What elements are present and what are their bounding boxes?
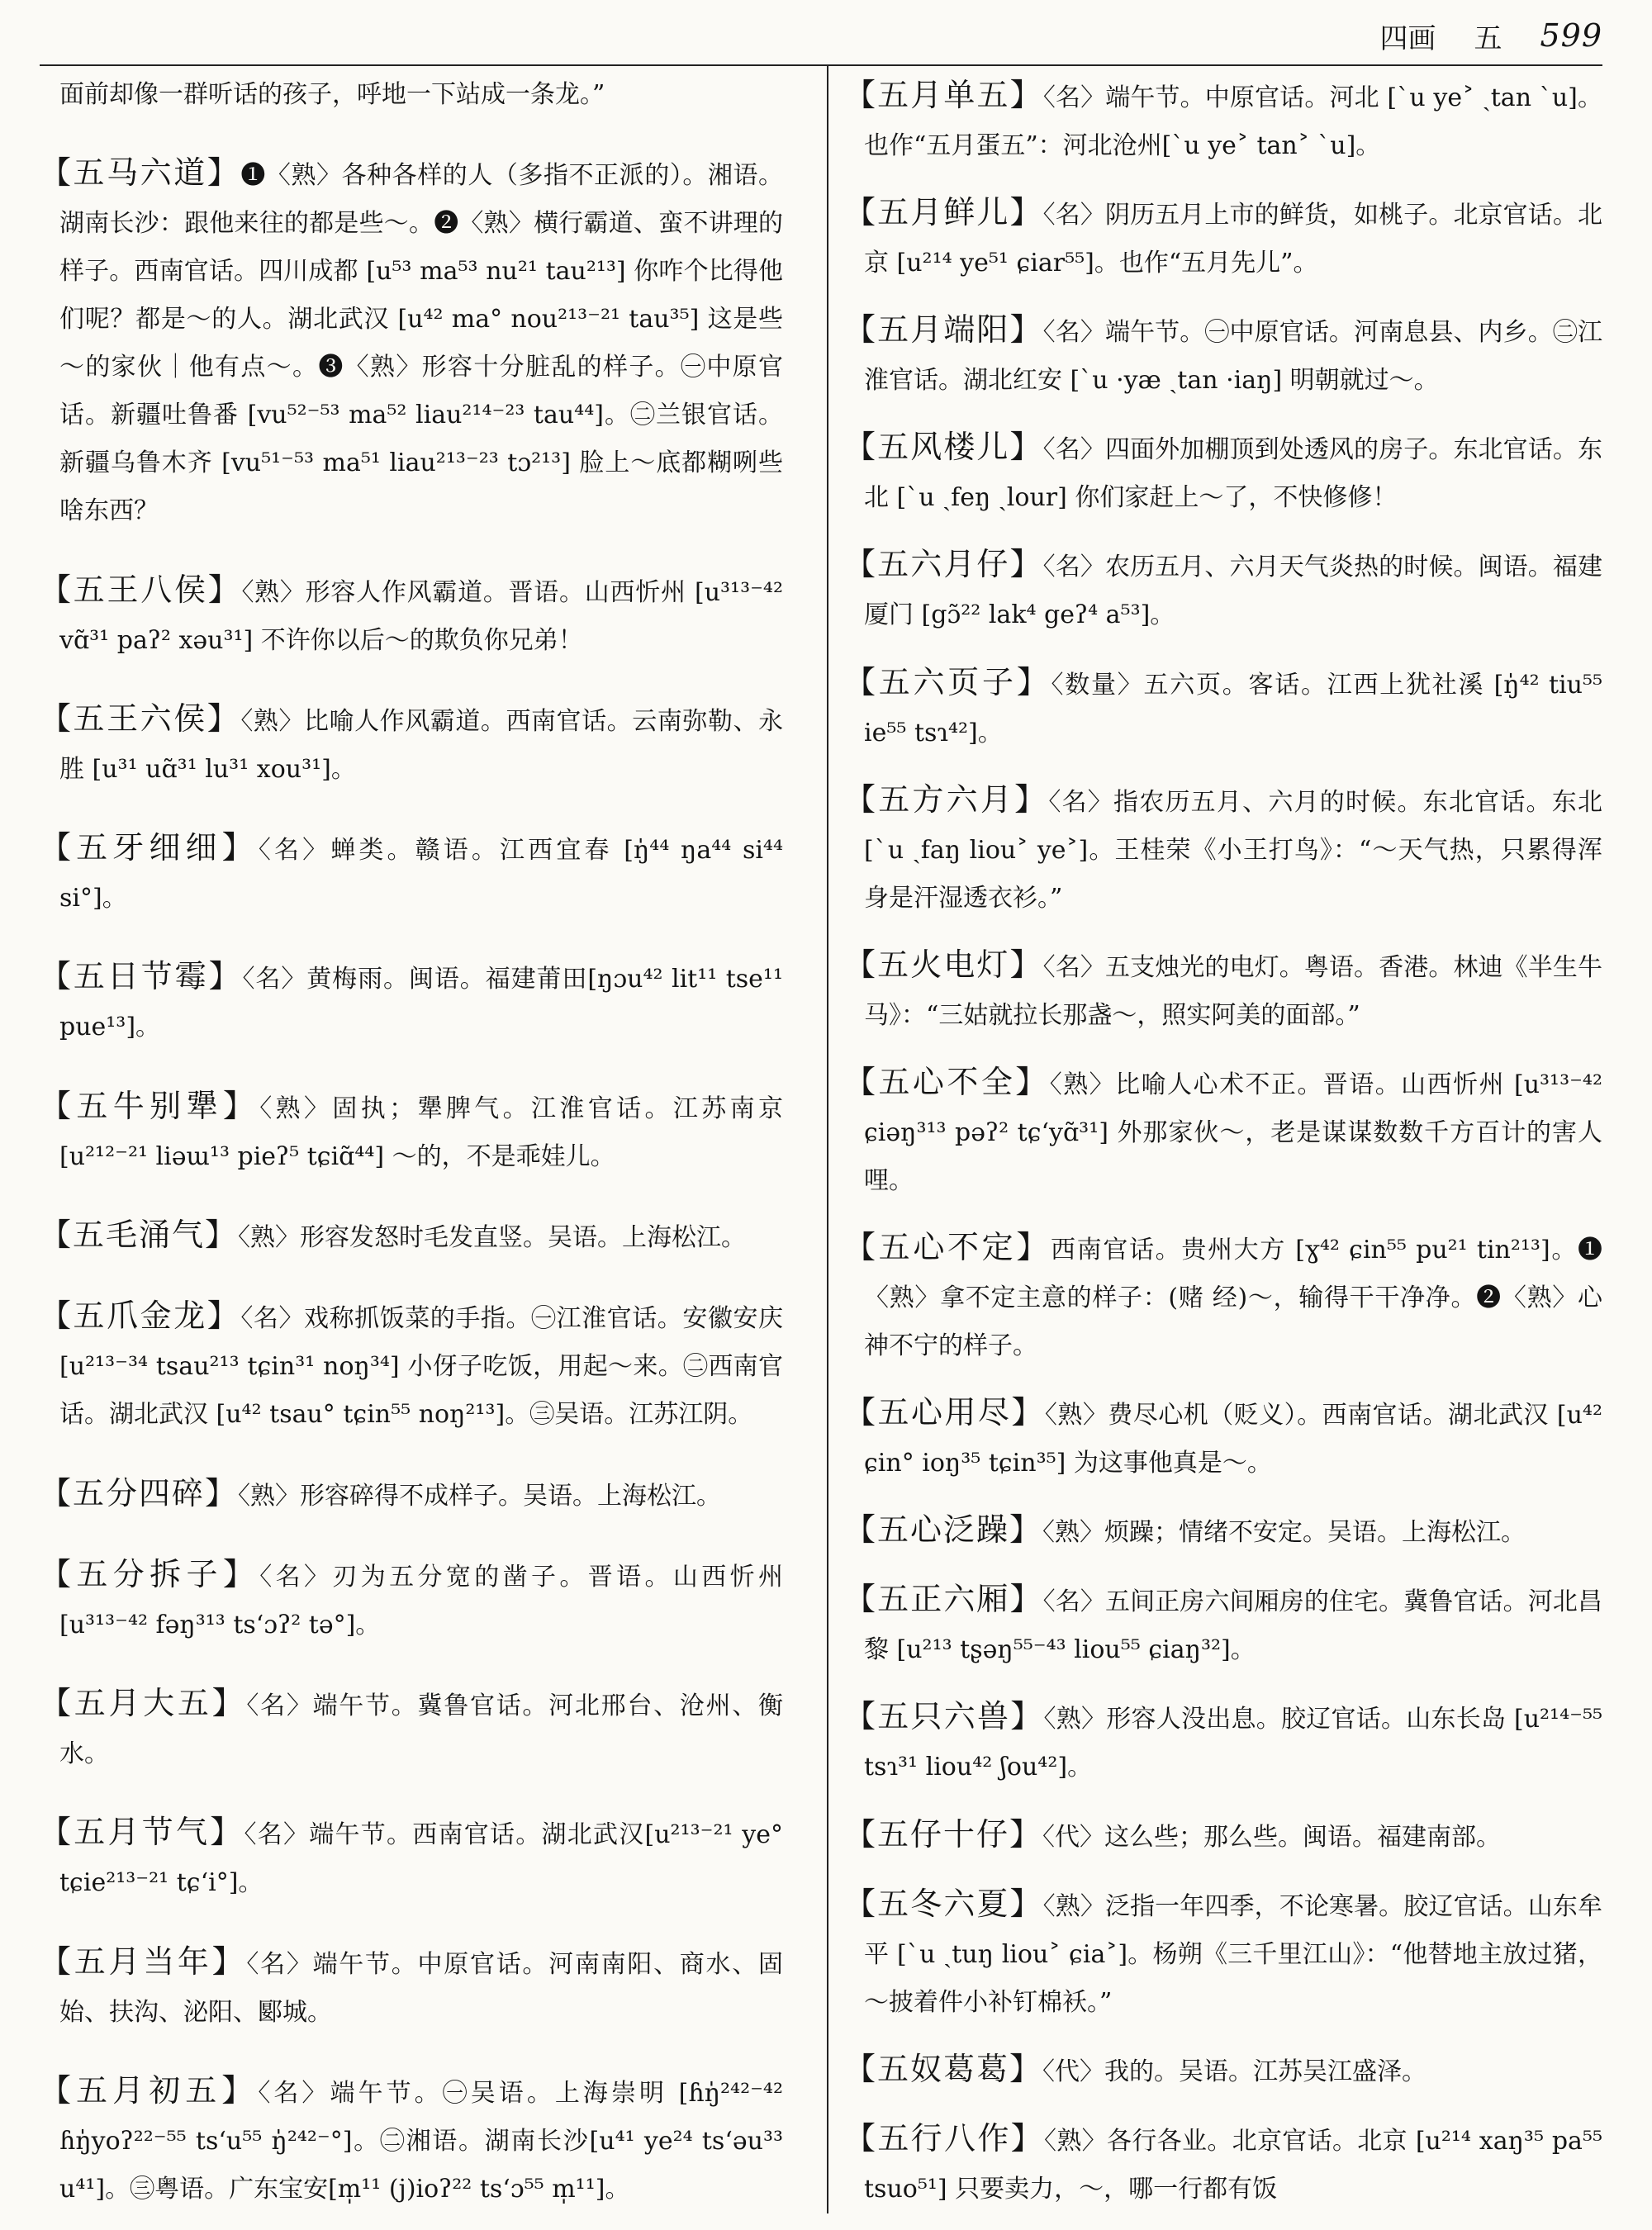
entry-definition: 〈名〉指农历五月、六月的时候。东北官话。东北 [ˋu ˏfaŋ liou˃ ye˃]。王桂荣《小王打鸟》：“～天气热，只累得浑身是汗湿透衣衫。” — [864, 787, 1602, 913]
dictionary-entry — [844, 1223, 1602, 1370]
entry-headword: 【五冬六夏】 — [844, 1885, 1043, 1922]
entry-definition: 〈熟〉比喻人心术不正。晋语。山西忻州 [u³¹³⁻⁴² ɕiəŋ³¹³ pəʔ² tɕʻyɑ̃³¹] 外那家伙～，老是谋谋数数千方百计的害人哩。 — [864, 1070, 1602, 1195]
entry-headword: 【五日节霉】 — [40, 958, 243, 995]
entry-headword: 【五仔十仔】 — [844, 1815, 1043, 1853]
entry-definition: 〈名〉端午节。中原官话。河北 [ˋu ye˃ ˏtan ˋu]。也作“五月蛋五”：河北沧州[ˋu ye˃ tan˃ ˋu]。 — [864, 83, 1602, 160]
dictionary-entry — [844, 941, 1602, 1040]
entry-headword: 【五心不定】 — [844, 1228, 1051, 1265]
entry-definition: 〈代〉我的。吴语。江苏吴江盛泽。 — [1042, 2057, 1427, 2086]
dictionary-entry — [844, 423, 1602, 522]
entry-headword: 【五王八侯】 — [40, 571, 242, 608]
dictionary-entry — [40, 1808, 783, 1907]
entry-definition: 西南官话。贵州大方 [ɣ⁴² ɕin⁵⁵ pu²¹ tin²¹³]。❶〈熟〉拿不定主意的样子：(赌 经)～，输得干干净净。❷〈熟〉心神不宁的样子。 — [864, 1235, 1602, 1360]
running-header — [826, 15, 1602, 56]
dictionary-entry — [40, 1469, 783, 1521]
entry-headword: 【五正六厢】 — [844, 1581, 1043, 1618]
entry-headword: 【五只六兽】 — [844, 1698, 1044, 1735]
left-column — [40, 71, 783, 2213]
dictionary-entry — [844, 1810, 1602, 1862]
entry-definition: 〈熟〉各行各业。北京官话。北京 [u²¹⁴ xaŋ³⁵ pa⁵⁵ tsuo⁵¹] 只要卖力，～，哪一行都有饭 — [864, 2126, 1602, 2204]
entry-headword: 【五行八作】 — [844, 2119, 1044, 2156]
entry-headword: 【五分四碎】 — [40, 1474, 239, 1511]
entry-headword: 【五王六侯】 — [40, 700, 241, 737]
entry-definition: 〈数量〉五六页。客话。江西上犹社溪 [ŋ̍⁴² tiu⁵⁵ ie⁵⁵ tsɿ⁴²]。 — [864, 670, 1602, 747]
dictionary-entry — [844, 306, 1602, 405]
entry-definition: 面前却像一群听话的孩子，呼地一下站成一条龙。” — [59, 80, 605, 109]
dictionary-entry — [844, 1575, 1602, 1674]
dictionary-entry — [844, 2114, 1602, 2213]
dictionary-entry — [844, 1058, 1602, 1205]
dictionary-entry — [844, 2045, 1602, 2096]
dictionary-entry — [40, 149, 783, 535]
dictionary-entry — [40, 1938, 783, 2037]
dictionary-entry — [40, 2066, 783, 2213]
entry-definition: 〈名〉端午节。㊀吴语。上海崇明 [ɦŋ̍²⁴²⁻⁴² ɦŋ̍yoʔ²²⁻⁵⁵ tsʻu⁵⁵ ŋ̍²⁴²⁻°]。㊁湘语。湖南长沙[u⁴¹ ye²⁴ tsʻəu³³ u⁴¹]。㊂粤语。广东宝安[m̩¹¹ (j)ioʔ²² tsʻɔ⁵⁵ m̩¹¹]。 — [59, 2078, 783, 2204]
entry-definition: 〈熟〉固执；犟脾气。江淮官话。江苏南京 [u²¹²⁻²¹ liəɯ¹³ pieʔ⁵ tɕiɑ̃⁴⁴] ～的，不是乖娃儿。 — [59, 1094, 783, 1171]
entry-headword: 【五爪金龙】 — [40, 1298, 241, 1335]
entry-definition: 〈名〉端午节。西南官话。湖北武汉[u²¹³⁻²¹ ye° tɕie²¹³⁻²¹ tɕʻi°]。 — [59, 1820, 783, 1898]
entry-headword: 【五月鲜儿】 — [844, 194, 1043, 231]
entry-headword: 【五月节气】 — [40, 1814, 244, 1851]
entry-headword: 【五心不全】 — [844, 1063, 1050, 1100]
entry-headword: 【五毛涌气】 — [40, 1216, 239, 1253]
entry-definition: 〈名〉端午节。㊀中原官话。河南息县、内乡。㊁江淮官话。湖北红安 [ˋu ·yæ ˏtan ·iaŋ] 明朝就过～。 — [864, 318, 1602, 396]
dictionary-entry — [40, 1550, 783, 1649]
dictionary-entry — [844, 776, 1602, 923]
entry-definition: 〈名〉农历五月、六月天气炎热的时候。闽语。福建厦门 [gɔ̃²² lak⁴ geʔ⁴ a⁵³]。 — [864, 553, 1602, 630]
entry-definition: 〈熟〉比喻人作风霸道。西南官话。云南弥勒、永胜 [u³¹ uɑ̃³¹ lu³¹ xou³¹]。 — [59, 706, 783, 784]
entry-headword: 【五分拆子】 — [40, 1555, 260, 1592]
entry-definition: 〈熟〉形容人作风霸道。晋语。山西忻州 [u³¹³⁻⁴² vɑ̃³¹ paʔ² xəu³¹] 不许你以后～的欺负你兄弟！ — [59, 577, 783, 655]
entry-headword: 【五心泛躁】 — [844, 1511, 1043, 1549]
dictionary-entry — [844, 188, 1602, 287]
entry-definition: 〈名〉刃为五分宽的凿子。晋语。山西忻州 [u³¹³⁻⁴² fəŋ³¹³ tsʻɔʔ² tə°]。 — [59, 1562, 783, 1639]
dictionary-entry — [844, 1506, 1602, 1557]
entry-headword: 【五月单五】 — [844, 77, 1043, 113]
entry-headword: 【五马六道】 — [40, 154, 241, 192]
page-number: 599 — [1540, 17, 1602, 54]
entry-headword: 【五奴葛葛】 — [844, 2050, 1043, 2087]
dictionary-entry — [40, 695, 783, 794]
dictionary-entry — [844, 540, 1602, 639]
entry-definition: 〈名〉戏称抓饭菜的手指。㊀江淮官话。安徽安庆 [u²¹³⁻³⁴ tsau²¹³ tɕin³¹ noŋ³⁴] 小伢子吃饭，用起～来。㊁西南官话。湖北武汉 [u⁴² tsau° tɕin⁵⁵ noŋ²¹³]。㊂吴语。江苏江阴。 — [59, 1304, 783, 1430]
entry-headword: 【五心用尽】 — [844, 1394, 1045, 1431]
entry-headword: 【五六页子】 — [844, 663, 1051, 700]
entry-headword: 【五方六月】 — [844, 780, 1049, 818]
dictionary-entry — [844, 1388, 1602, 1487]
head-char: 五 — [1474, 21, 1502, 55]
dictionary-entry — [40, 566, 783, 665]
entry-definition: 〈熟〉形容碎得不成样子。吴语。上海松江。 — [238, 1481, 722, 1511]
entry-definition: 〈名〉黄梅雨。闽语。福建莆田[ŋɔu⁴² lit¹¹ tse¹¹ pue¹³]。 — [59, 965, 783, 1042]
entry-headword: 【五月初五】 — [40, 2071, 259, 2109]
dictionary-entry — [40, 1679, 783, 1778]
entry-headword: 【五月当年】 — [40, 1943, 247, 1980]
entry-definition: 〈熟〉烦躁；情绪不安定。吴语。上海松江。 — [1042, 1518, 1526, 1548]
section-label: 四画 — [1379, 21, 1436, 55]
dictionary-entry — [40, 71, 783, 119]
dictionary-entry — [40, 823, 783, 923]
entry-headword: 【五风楼儿】 — [844, 429, 1043, 466]
entry-definition: 〈代〉这么些；那么些。闽语。福建南部。 — [1042, 1822, 1502, 1852]
entry-definition: 〈熟〉费尽心机（贬义）。西南官话。湖北武汉 [u⁴² ɕin° ioŋ³⁵ tɕin³⁵] 为这事他真是～。 — [864, 1401, 1602, 1478]
dictionary-entry — [844, 1880, 1602, 2027]
entry-definition: ❶〈熟〉各种各样的人（多指不正派的）。湘语。湖南长沙：跟他来往的都是些～。❷〈熟〉横行霸道、蛮不讲理的样子。西南官话。四川成都 [u⁵³ ma⁵³ nu²¹ tau²¹³] 你咋个比得他们呢？都是～的人。湖北武汉 [u⁴² ma° nou²¹³⁻²¹ tau³⁵] 这是些～的家伙｜他有点～。❸〈熟〉形容十分脏乱的样子。㊀中原官话。新疆吐鲁番 [vu⁵²⁻⁵³ ma⁵² liau²¹⁴⁻²³ tau⁴⁴]。㊁兰银官话。新疆乌鲁木齐 [vu⁵¹⁻⁵³ ma⁵¹ liau²¹³⁻²³ tɔ²¹³] 脸上～底都糊咧些啥东西？ — [59, 161, 783, 526]
entry-definition: 〈名〉五支烛光的电灯。粤语。香港。林迪《半生牛马》：“三姑就拉长那盏～，照实阿美的面部。” — [864, 952, 1602, 1030]
entry-definition: 〈名〉四面外加棚顶到处透风的房子。东北官话。东北 [ˋu ˏfeŋ ˏlour] 你们家赶上～了，不快修修！ — [864, 435, 1602, 513]
dictionary-entry — [40, 1292, 783, 1439]
entry-definition: 〈熟〉泛指一年四季，不论寒暑。胶辽官话。山东牟平 [ˋu ˏtuŋ liou˃ ɕia˃]。杨朔《三千里江山》：“他替地主放过猪，～披着件小补钉棉袄。” — [864, 1891, 1602, 2017]
entry-headword: 【五月大五】 — [40, 1685, 247, 1722]
entry-definition: 〈熟〉形容发怒时毛发直竖。吴语。上海松江。 — [238, 1222, 747, 1252]
entry-headword: 【五月端阳】 — [844, 311, 1043, 349]
right-column — [844, 71, 1602, 2213]
entry-definition: 〈名〉阴历五月上市的鲜货，如桃子。北京官话。北京 [u²¹⁴ ye⁵¹ ɕiar⁵⁵]。也作“五月先儿”。 — [864, 201, 1602, 278]
entry-definition: 〈名〉端午节。中原官话。河南南阳、商水、固始、扶沟、泌阳、郾城。 — [59, 1949, 783, 2027]
dictionary-entry — [40, 1211, 783, 1262]
entry-headword: 【五牙细细】 — [40, 829, 259, 866]
entry-headword: 【五牛别犟】 — [40, 1087, 260, 1124]
dictionary-entry — [844, 71, 1602, 170]
column-divider — [827, 64, 828, 2213]
dictionary-entry — [844, 658, 1602, 757]
entry-definition: 〈熟〉形容人没出息。胶辽官话。山东长岛 [u²¹⁴⁻⁵⁵ tsɿ³¹ liou⁴² ʃou⁴²]。 — [864, 1705, 1602, 1782]
dictionary-entry — [40, 952, 783, 1051]
dictionary-entry — [40, 1082, 783, 1181]
entry-headword: 【五火电灯】 — [844, 946, 1043, 983]
dictionary-entry — [844, 1692, 1602, 1791]
entry-definition: 〈名〉蝉类。赣语。江西宜春 [ŋ̍⁴⁴ ŋa⁴⁴ si⁴⁴ si°]。 — [59, 836, 783, 913]
entry-definition: 〈名〉五间正房六间厢房的住宅。冀鲁官话。河北昌黎 [u²¹³ tʂəŋ⁵⁵⁻⁴³ liou⁵⁵ ɕiaŋ³²]。 — [864, 1587, 1602, 1665]
entry-definition: 〈名〉端午节。冀鲁官话。河北邢台、沧州、衡水。 — [59, 1691, 783, 1769]
header-rule — [40, 64, 1602, 66]
entry-headword: 【五六月仔】 — [844, 546, 1043, 583]
